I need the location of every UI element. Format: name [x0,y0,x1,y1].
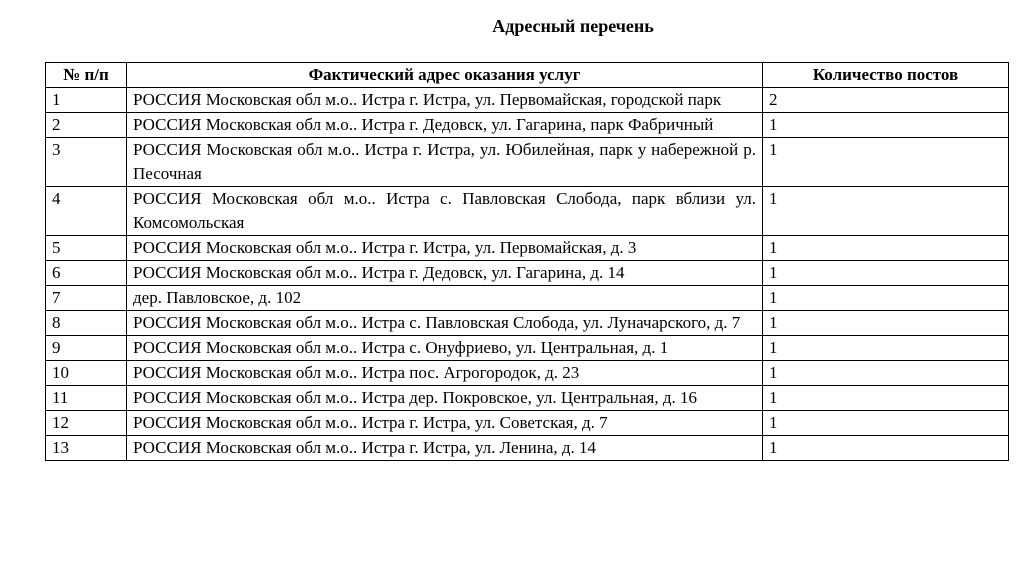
row-count: 1 [763,286,1009,311]
row-number: 7 [46,286,127,311]
row-count: 1 [763,138,1009,187]
table-row [46,336,1009,361]
row-address: РОССИЯ Московская обл м.о.. Истра г. Дедовск, ул. Гагарина, д. 14 [127,261,763,286]
table-row [46,311,1009,336]
table-row [46,286,1009,311]
row-address: РОССИЯ Московская обл м.о.. Истра г. Истра, ул. Юбилейная, парк у набережной р. Песочная [127,138,763,187]
row-address: РОССИЯ Московская обл м.о.. Истра с. Павловская Слобода, парк вблизи ул. Комсомольская [127,187,763,236]
table-row [46,436,1009,461]
address-table [45,62,1009,461]
table-row [46,88,1009,113]
row-address: РОССИЯ Московская обл м.о.. Истра дер. Покровское, ул. Центральная, д. 16 [127,386,763,411]
row-address: РОССИЯ Московская обл м.о.. Истра с. Павловская Слобода, ул. Луначарского, д. 7 [127,311,763,336]
row-count: 1 [763,261,1009,286]
table-row [46,236,1009,261]
row-count: 1 [763,436,1009,461]
table-row [46,113,1009,138]
header-address: Фактический адрес оказания услуг [127,63,763,88]
row-address: РОССИЯ Московская обл м.о.. Истра г. Истра, ул. Советская, д. 7 [127,411,763,436]
row-address: РОССИЯ Московская обл м.о.. Истра с. Онуфриево, ул. Центральная, д. 1 [127,336,763,361]
row-address: РОССИЯ Московская обл м.о.. Истра пос. Агрогородок, д. 23 [127,361,763,386]
row-address: дер. Павловское, д. 102 [127,286,763,311]
row-count: 1 [763,187,1009,236]
row-number: 1 [46,88,127,113]
table-row [46,138,1009,187]
row-address: РОССИЯ Московская обл м.о.. Истра г. Истра, ул. Первомайская, д. 3 [127,236,763,261]
row-count: 1 [763,386,1009,411]
row-number: 6 [46,261,127,286]
row-address: РОССИЯ Московская обл м.о.. Истра г. Истра, ул. Ленина, д. 14 [127,436,763,461]
row-number: 2 [46,113,127,138]
row-number: 3 [46,138,127,187]
header-count: Количество постов [763,63,1009,88]
row-number: 4 [46,187,127,236]
row-number: 11 [46,386,127,411]
row-address: РОССИЯ Московская обл м.о.. Истра г. Дедовск, ул. Гагарина, парк Фабричный [127,113,763,138]
table-row [46,361,1009,386]
table-header-row [46,63,1009,88]
row-number: 10 [46,361,127,386]
row-number: 13 [46,436,127,461]
row-count: 1 [763,311,1009,336]
table-row [46,386,1009,411]
row-count: 2 [763,88,1009,113]
row-number: 9 [46,336,127,361]
header-number: № п/п [46,63,127,88]
row-number: 5 [46,236,127,261]
row-count: 1 [763,361,1009,386]
row-number: 8 [46,311,127,336]
document-title: Адресный перечень [492,16,654,36]
row-count: 1 [763,411,1009,436]
row-count: 1 [763,113,1009,138]
row-number: 12 [46,411,127,436]
table-row [46,187,1009,236]
table-row [46,261,1009,286]
row-count: 1 [763,236,1009,261]
row-count: 1 [763,336,1009,361]
row-address: РОССИЯ Московская обл м.о.. Истра г. Истра, ул. Первомайская, городской парк [127,88,763,113]
table-row [46,411,1009,436]
